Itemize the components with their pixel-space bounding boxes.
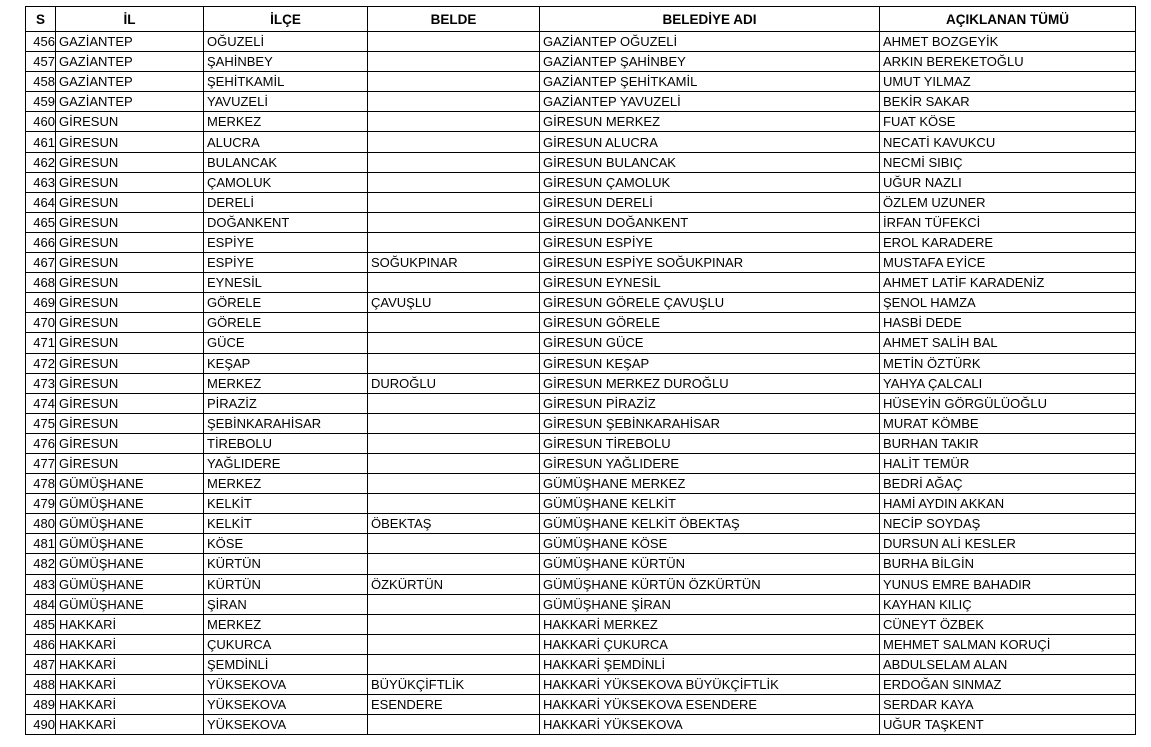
row-province: GAZİANTEP (56, 32, 204, 52)
row-index: 467 (26, 253, 56, 273)
row-province: GİRESUN (56, 393, 204, 413)
row-province: GİRESUN (56, 293, 204, 313)
row-index: 481 (26, 534, 56, 554)
row-municipality-name: GİRESUN GÖRELE ÇAVUŞLU (540, 293, 880, 313)
row-index: 483 (26, 574, 56, 594)
row-district: ŞİRAN (204, 594, 368, 614)
row-municipality-name: GİRESUN ESPİYE (540, 232, 880, 252)
row-index: 456 (26, 32, 56, 52)
row-municipality-name: GİRESUN GÜCE (540, 333, 880, 353)
row-town (368, 433, 540, 453)
row-municipality-name: GÜMÜŞHANE KÜRTÜN (540, 554, 880, 574)
row-index: 465 (26, 212, 56, 232)
row-town: SOĞUKPINAR (368, 253, 540, 273)
row-announced-name: FUAT KÖSE (880, 112, 1136, 132)
row-index: 473 (26, 373, 56, 393)
row-announced-name: MURAT KÖMBE (880, 413, 1136, 433)
row-municipality-name: GAZİANTEP ŞEHİTKAMİL (540, 72, 880, 92)
row-announced-name: ABDULSELAM ALAN (880, 654, 1136, 674)
column-header-ilce: İLÇE (204, 7, 368, 32)
column-header-belediye-adi: BELEDİYE ADI (540, 7, 880, 32)
table-row (26, 574, 1136, 594)
row-municipality-name: GÜMÜŞHANE ŞİRAN (540, 594, 880, 614)
table-row (26, 353, 1136, 373)
row-announced-name: NECATİ KAVUKCU (880, 132, 1136, 152)
row-province: GÜMÜŞHANE (56, 574, 204, 594)
table-row (26, 494, 1136, 514)
row-province: HAKKARİ (56, 614, 204, 634)
row-index: 462 (26, 152, 56, 172)
table-row (26, 92, 1136, 112)
row-town (368, 474, 540, 494)
row-town: ÖZKÜRTÜN (368, 574, 540, 594)
row-province: HAKKARİ (56, 695, 204, 715)
table-row (26, 614, 1136, 634)
row-municipality-name: GÜMÜŞHANE KÖSE (540, 534, 880, 554)
row-index: 484 (26, 594, 56, 614)
row-district: MERKEZ (204, 474, 368, 494)
row-district: YAĞLIDERE (204, 453, 368, 473)
row-municipality-name: GİRESUN EYNESİL (540, 273, 880, 293)
row-district: EYNESİL (204, 273, 368, 293)
table-row (26, 253, 1136, 273)
table-row (26, 52, 1136, 72)
row-district: YÜKSEKOVA (204, 715, 368, 735)
row-district: GÖRELE (204, 313, 368, 333)
row-district: ÇAMOLUK (204, 172, 368, 192)
row-district: GÖRELE (204, 293, 368, 313)
row-announced-name: KAYHAN KILIÇ (880, 594, 1136, 614)
row-municipality-name: GİRESUN MERKEZ (540, 112, 880, 132)
table-row (26, 453, 1136, 473)
row-municipality-name: GİRESUN DOĞANKENT (540, 212, 880, 232)
table-row (26, 413, 1136, 433)
row-town (368, 654, 540, 674)
row-announced-name: HÜSEYİN GÖRGÜLÜOĞLU (880, 393, 1136, 413)
row-index: 479 (26, 494, 56, 514)
row-province: GİRESUN (56, 212, 204, 232)
row-province: GİRESUN (56, 152, 204, 172)
row-announced-name: EROL KARADERE (880, 232, 1136, 252)
row-municipality-name: GÜMÜŞHANE KÜRTÜN ÖZKÜRTÜN (540, 574, 880, 594)
row-district: YÜKSEKOVA (204, 695, 368, 715)
table-row (26, 634, 1136, 654)
table-row (26, 554, 1136, 574)
row-municipality-name: GÜMÜŞHANE MERKEZ (540, 474, 880, 494)
row-index: 461 (26, 132, 56, 152)
row-town (368, 413, 540, 433)
row-index: 489 (26, 695, 56, 715)
table-row (26, 172, 1136, 192)
table-row (26, 373, 1136, 393)
row-district: ALUCRA (204, 132, 368, 152)
row-district: ESPİYE (204, 253, 368, 273)
row-town (368, 132, 540, 152)
row-announced-name: YAHYA ÇALCALI (880, 373, 1136, 393)
row-announced-name: METİN ÖZTÜRK (880, 353, 1136, 373)
row-province: GİRESUN (56, 192, 204, 212)
row-municipality-name: HAKKARİ YÜKSEKOVA BÜYÜKÇİFTLİK (540, 675, 880, 695)
table-row (26, 273, 1136, 293)
row-province: GİRESUN (56, 253, 204, 273)
table-row (26, 594, 1136, 614)
row-town (368, 453, 540, 473)
row-announced-name: İRFAN TÜFEKCİ (880, 212, 1136, 232)
row-announced-name: AHMET BOZGEYİK (880, 32, 1136, 52)
row-index: 477 (26, 453, 56, 473)
row-province: GAZİANTEP (56, 52, 204, 72)
row-index: 487 (26, 654, 56, 674)
row-index: 475 (26, 413, 56, 433)
row-district: KEŞAP (204, 353, 368, 373)
row-province: HAKKARİ (56, 715, 204, 735)
table-row (26, 212, 1136, 232)
row-district: KELKİT (204, 514, 368, 534)
row-province: GÜMÜŞHANE (56, 554, 204, 574)
row-town (368, 333, 540, 353)
row-town (368, 594, 540, 614)
row-index: 460 (26, 112, 56, 132)
row-index: 459 (26, 92, 56, 112)
header-row (26, 7, 1136, 32)
row-municipality-name: GİRESUN GÖRELE (540, 313, 880, 333)
row-district: KÖSE (204, 534, 368, 554)
row-index: 472 (26, 353, 56, 373)
table-row (26, 675, 1136, 695)
row-town (368, 212, 540, 232)
row-province: GAZİANTEP (56, 72, 204, 92)
row-province: GİRESUN (56, 313, 204, 333)
row-municipality-name: HAKKARİ MERKEZ (540, 614, 880, 634)
row-index: 490 (26, 715, 56, 735)
row-district: PİRAZİZ (204, 393, 368, 413)
row-index: 485 (26, 614, 56, 634)
row-district: ŞEMDİNLİ (204, 654, 368, 674)
row-index: 486 (26, 634, 56, 654)
row-announced-name: AHMET LATİF KARADENİZ (880, 273, 1136, 293)
row-index: 458 (26, 72, 56, 92)
row-province: HAKKARİ (56, 654, 204, 674)
row-district: KÜRTÜN (204, 554, 368, 574)
table-row (26, 32, 1136, 52)
row-index: 463 (26, 172, 56, 192)
row-district: TİREBOLU (204, 433, 368, 453)
row-municipality-name: GAZİANTEP YAVUZELİ (540, 92, 880, 112)
row-municipality-name: GÜMÜŞHANE KELKİT ÖBEKTAŞ (540, 514, 880, 534)
row-district: GÜCE (204, 333, 368, 353)
table-row (26, 313, 1136, 333)
row-municipality-name: GİRESUN DERELİ (540, 192, 880, 212)
row-province: GÜMÜŞHANE (56, 514, 204, 534)
row-announced-name: MUSTAFA EYİCE (880, 253, 1136, 273)
table-row (26, 72, 1136, 92)
row-announced-name: NECMİ SIBIÇ (880, 152, 1136, 172)
row-municipality-name: GİRESUN ÇAMOLUK (540, 172, 880, 192)
row-town: BÜYÜKÇİFTLİK (368, 675, 540, 695)
row-municipality-name: GAZİANTEP ŞAHİNBEY (540, 52, 880, 72)
row-index: 457 (26, 52, 56, 72)
row-announced-name: BURHAN TAKIR (880, 433, 1136, 453)
row-town: ÇAVUŞLU (368, 293, 540, 313)
row-municipality-name: HAKKARİ ŞEMDİNLİ (540, 654, 880, 674)
row-municipality-name: HAKKARİ YÜKSEKOVA (540, 715, 880, 735)
row-province: GİRESUN (56, 373, 204, 393)
row-province: GİRESUN (56, 132, 204, 152)
row-announced-name: MEHMET SALMAN KORUÇİ (880, 634, 1136, 654)
row-index: 480 (26, 514, 56, 534)
row-province: HAKKARİ (56, 634, 204, 654)
row-district: ŞEHİTKAMİL (204, 72, 368, 92)
row-announced-name: BEKİR SAKAR (880, 92, 1136, 112)
row-town (368, 393, 540, 413)
row-province: GİRESUN (56, 232, 204, 252)
row-province: GİRESUN (56, 413, 204, 433)
row-municipality-name: GİRESUN ESPİYE SOĞUKPINAR (540, 253, 880, 273)
row-district: DERELİ (204, 192, 368, 212)
row-municipality-name: GİRESUN TİREBOLU (540, 433, 880, 453)
table-row (26, 333, 1136, 353)
row-province: GİRESUN (56, 433, 204, 453)
row-district: ESPİYE (204, 232, 368, 252)
table-row (26, 132, 1136, 152)
row-district: KELKİT (204, 494, 368, 514)
row-announced-name: UĞUR TAŞKENT (880, 715, 1136, 735)
table-row (26, 293, 1136, 313)
row-town (368, 313, 540, 333)
row-index: 474 (26, 393, 56, 413)
row-town (368, 554, 540, 574)
row-index: 468 (26, 273, 56, 293)
row-town (368, 494, 540, 514)
row-announced-name: ARKIN BEREKETOĞLU (880, 52, 1136, 72)
row-town (368, 273, 540, 293)
table-row (26, 474, 1136, 494)
row-announced-name: ÖZLEM UZUNER (880, 192, 1136, 212)
row-district: DOĞANKENT (204, 212, 368, 232)
row-announced-name: HASBİ DEDE (880, 313, 1136, 333)
row-municipality-name: GİRESUN KEŞAP (540, 353, 880, 373)
row-district: KÜRTÜN (204, 574, 368, 594)
row-municipality-name: GİRESUN ALUCRA (540, 132, 880, 152)
row-town (368, 192, 540, 212)
row-municipality-name: HAKKARİ YÜKSEKOVA ESENDERE (540, 695, 880, 715)
column-header-il: İL (56, 7, 204, 32)
row-district: ÇUKURCA (204, 634, 368, 654)
row-province: GİRESUN (56, 112, 204, 132)
row-index: 469 (26, 293, 56, 313)
row-municipality-name: HAKKARİ ÇUKURCA (540, 634, 880, 654)
row-province: GİRESUN (56, 353, 204, 373)
row-municipality-name: GİRESUN MERKEZ DUROĞLU (540, 373, 880, 393)
row-district: OĞUZELİ (204, 32, 368, 52)
row-district: MERKEZ (204, 614, 368, 634)
row-announced-name: AHMET SALİH BAL (880, 333, 1136, 353)
row-province: GAZİANTEP (56, 92, 204, 112)
column-header-belde: BELDE (368, 7, 540, 32)
row-town (368, 172, 540, 192)
row-town (368, 353, 540, 373)
municipalities-table (25, 6, 1136, 735)
row-town (368, 112, 540, 132)
row-district: MERKEZ (204, 112, 368, 132)
row-index: 482 (26, 554, 56, 574)
row-index: 470 (26, 313, 56, 333)
row-announced-name: UMUT YILMAZ (880, 72, 1136, 92)
row-index: 464 (26, 192, 56, 212)
row-index: 478 (26, 474, 56, 494)
row-municipality-name: GİRESUN ŞEBİNKARAHİSAR (540, 413, 880, 433)
table-row (26, 393, 1136, 413)
row-province: GİRESUN (56, 172, 204, 192)
row-town (368, 614, 540, 634)
table-header (26, 7, 1136, 32)
row-district: BULANCAK (204, 152, 368, 172)
row-index: 476 (26, 433, 56, 453)
table-row (26, 232, 1136, 252)
row-announced-name: ERDOĞAN SINMAZ (880, 675, 1136, 695)
row-town (368, 232, 540, 252)
table-row (26, 534, 1136, 554)
table-body (26, 32, 1136, 735)
row-announced-name: DURSUN ALİ KESLER (880, 534, 1136, 554)
row-province: GİRESUN (56, 333, 204, 353)
row-index: 466 (26, 232, 56, 252)
row-announced-name: HALİT TEMÜR (880, 453, 1136, 473)
row-province: GÜMÜŞHANE (56, 474, 204, 494)
row-district: ŞEBİNKARAHİSAR (204, 413, 368, 433)
table-row (26, 715, 1136, 735)
row-province: GİRESUN (56, 273, 204, 293)
column-header-aciklanan-tumu: AÇIKLANAN TÜMÜ (880, 7, 1136, 32)
table-row (26, 433, 1136, 453)
row-municipality-name: GÜMÜŞHANE KELKİT (540, 494, 880, 514)
row-province: GİRESUN (56, 453, 204, 473)
row-town: DUROĞLU (368, 373, 540, 393)
table-row (26, 514, 1136, 534)
table-row (26, 112, 1136, 132)
row-announced-name: SERDAR KAYA (880, 695, 1136, 715)
row-municipality-name: GİRESUN YAĞLIDERE (540, 453, 880, 473)
row-town (368, 634, 540, 654)
row-announced-name: BURHA BİLGİN (880, 554, 1136, 574)
row-district: MERKEZ (204, 373, 368, 393)
row-announced-name: BEDRİ AĞAÇ (880, 474, 1136, 494)
row-province: HAKKARİ (56, 675, 204, 695)
row-town (368, 152, 540, 172)
table-row (26, 695, 1136, 715)
row-town: ÖBEKTAŞ (368, 514, 540, 534)
row-town (368, 52, 540, 72)
column-header-s: S (26, 7, 56, 32)
row-town (368, 72, 540, 92)
row-district: YAVUZELİ (204, 92, 368, 112)
row-announced-name: NECİP SOYDAŞ (880, 514, 1136, 534)
row-district: YÜKSEKOVA (204, 675, 368, 695)
row-index: 471 (26, 333, 56, 353)
row-municipality-name: GAZİANTEP OĞUZELİ (540, 32, 880, 52)
row-town (368, 32, 540, 52)
row-announced-name: CÜNEYT ÖZBEK (880, 614, 1136, 634)
row-municipality-name: GİRESUN BULANCAK (540, 152, 880, 172)
table-row (26, 192, 1136, 212)
row-district: ŞAHİNBEY (204, 52, 368, 72)
row-town: ESENDERE (368, 695, 540, 715)
row-town (368, 534, 540, 554)
row-province: GÜMÜŞHANE (56, 594, 204, 614)
row-index: 488 (26, 675, 56, 695)
row-town (368, 715, 540, 735)
row-town (368, 92, 540, 112)
row-announced-name: UĞUR NAZLI (880, 172, 1136, 192)
table-row (26, 152, 1136, 172)
row-announced-name: ŞENOL HAMZA (880, 293, 1136, 313)
row-province: GÜMÜŞHANE (56, 494, 204, 514)
row-municipality-name: GİRESUN PİRAZİZ (540, 393, 880, 413)
row-announced-name: YUNUS EMRE BAHADIR (880, 574, 1136, 594)
row-announced-name: HAMİ AYDIN AKKAN (880, 494, 1136, 514)
row-province: GÜMÜŞHANE (56, 534, 204, 554)
table-row (26, 654, 1136, 674)
